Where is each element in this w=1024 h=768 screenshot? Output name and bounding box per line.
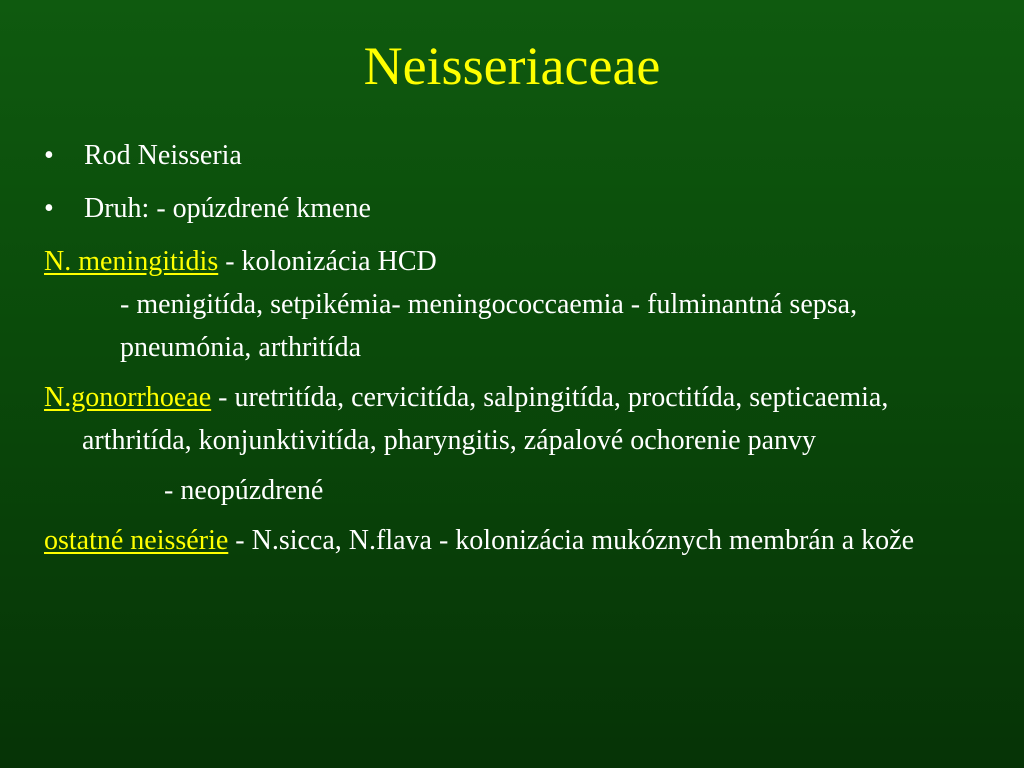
- slide-title: Neisseriaceae: [363, 36, 661, 96]
- bullet-label: Rod Neisseria: [84, 140, 242, 171]
- bullet-item: [44, 134, 994, 177]
- bullet-item: [44, 187, 994, 230]
- paragraph-meningitidis: [44, 240, 994, 369]
- neopuzdrene-line: - neopúzdrené: [164, 475, 324, 506]
- meningitidis-detail: - menigitída, setpikémia- meningococcaemia - fulminantná sepsa, pneumónia, arthritída: [120, 289, 858, 363]
- ostatne-link[interactable]: ostatné neissérie: [44, 525, 229, 556]
- gonorrhoeae-link[interactable]: N.gonorrhoeae: [44, 382, 212, 413]
- paragraph-ostatne: [44, 519, 994, 562]
- meningitidis-link[interactable]: N. meningitidis: [44, 246, 219, 277]
- ostatne-text: - N.sicca, N.flava - kolonizácia mukóznych membrán a kože: [228, 525, 914, 556]
- bullet-label: Druh: - opúzdrené kmene: [84, 193, 371, 224]
- bullet-dot-icon: •: [44, 193, 54, 224]
- slide-content: [44, 134, 994, 569]
- bullet-dot-icon: •: [44, 140, 54, 171]
- gonorrhoeae-text: - uretritída, cervicitída, salpingitída, proctitída, septicaemia, arthritída, konjunktivitída, pharyngitis, zápalové ochorenie panvy: [82, 382, 889, 456]
- meningitidis-text: - kolonizácia HCD: [218, 246, 437, 277]
- paragraph-gonorrhoeae: [44, 376, 994, 462]
